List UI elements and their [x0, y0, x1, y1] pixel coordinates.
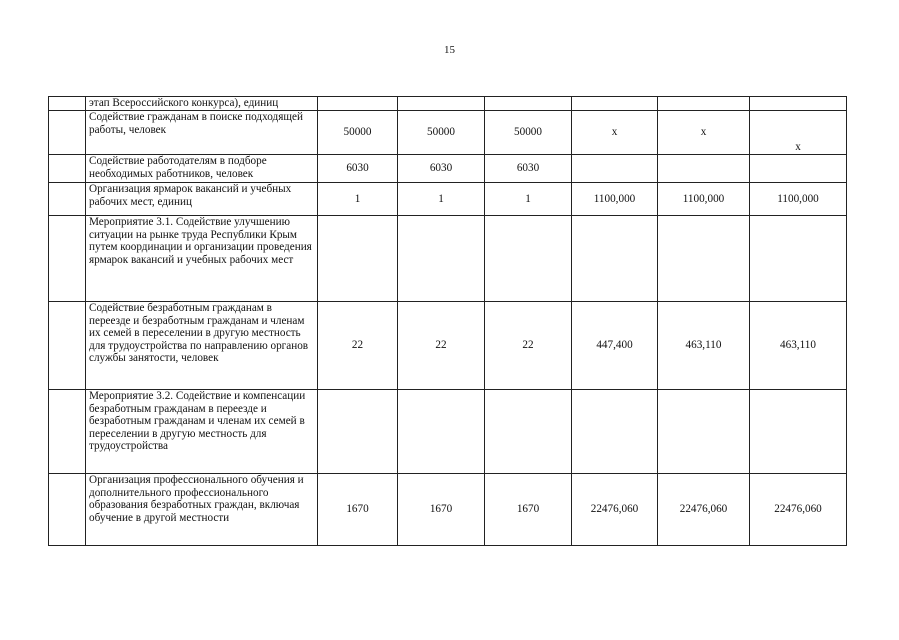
row-label: Организация профессионального обучения и дополнительного профессионального образования безработных граждан, включая обучение в другой местности — [86, 474, 318, 546]
row-label: Содействие безработным гражданам в переезде и безработным гражданам и членам их семей в переселении в другую местность для трудоустройства по направлению органов службы занятости, человек — [86, 302, 318, 390]
value-cell — [398, 97, 485, 111]
value-cell: 22476,060 — [750, 474, 847, 546]
value-cell: 463,110 — [750, 302, 847, 390]
row-index-cell — [49, 155, 86, 183]
row-label: Мероприятие 3.2. Содействие и компенсации безработным гражданам в переезде и безработным гражданам и членам их семей в переселении в другую местность для трудоустройства — [86, 390, 318, 474]
value-cell: 1100,000 — [750, 183, 847, 216]
row-index-cell — [49, 97, 86, 111]
value-cell: 1670 — [398, 474, 485, 546]
table-row — [49, 97, 847, 111]
value-cell — [398, 216, 485, 302]
value-cell: 6030 — [398, 155, 485, 183]
value-cell: x — [750, 111, 847, 155]
value-cell: 1 — [398, 183, 485, 216]
row-label: этап Всероссийского конкурса), единиц — [86, 97, 318, 111]
value-cell: 1100,000 — [572, 183, 658, 216]
value-cell: 22 — [398, 302, 485, 390]
value-cell: 22476,060 — [658, 474, 750, 546]
value-cell — [658, 97, 750, 111]
row-label: Организация ярмарок вакансий и учебных рабочих мест, единиц — [86, 183, 318, 216]
value-cell: 1670 — [485, 474, 572, 546]
table-row — [49, 302, 847, 390]
table-row — [49, 390, 847, 474]
value-cell: 6030 — [318, 155, 398, 183]
value-cell: 50000 — [318, 111, 398, 155]
row-index-cell — [49, 390, 86, 474]
value-cell: 1 — [318, 183, 398, 216]
value-cell: 1 — [485, 183, 572, 216]
value-cell: 22 — [318, 302, 398, 390]
table-row — [49, 155, 847, 183]
table-row — [49, 183, 847, 216]
value-cell — [572, 155, 658, 183]
value-cell — [750, 216, 847, 302]
table-row — [49, 111, 847, 155]
value-cell — [485, 216, 572, 302]
row-index-cell — [49, 111, 86, 155]
value-cell: 1670 — [318, 474, 398, 546]
row-index-cell — [49, 183, 86, 216]
value-cell: 22 — [485, 302, 572, 390]
value-cell — [398, 390, 485, 474]
table-row — [49, 474, 847, 546]
value-cell: 6030 — [485, 155, 572, 183]
page-number: 15 — [444, 44, 455, 56]
table-row — [49, 216, 847, 302]
value-cell — [485, 97, 572, 111]
value-cell — [572, 390, 658, 474]
row-index-cell — [49, 302, 86, 390]
value-cell — [572, 216, 658, 302]
row-label: Содействие гражданам в поиске подходящей работы, человек — [86, 111, 318, 155]
row-index-cell — [49, 216, 86, 302]
value-cell: 50000 — [398, 111, 485, 155]
row-index-cell — [49, 474, 86, 546]
value-cell — [485, 390, 572, 474]
value-cell — [658, 390, 750, 474]
value-cell — [658, 155, 750, 183]
value-cell — [318, 97, 398, 111]
row-label: Мероприятие 3.1. Содействие улучшению ситуации на рынке труда Республики Крым путем координации и организации проведения ярмарок вакансий и учебных рабочих мест — [86, 216, 318, 302]
value-cell — [658, 216, 750, 302]
row-label: Содействие работодателям в подборе необходимых работников, человек — [86, 155, 318, 183]
value-cell: 50000 — [485, 111, 572, 155]
value-cell — [750, 155, 847, 183]
value-cell: 447,400 — [572, 302, 658, 390]
program-table — [48, 96, 847, 546]
value-cell — [750, 97, 847, 111]
value-cell: 22476,060 — [572, 474, 658, 546]
value-cell: 1100,000 — [658, 183, 750, 216]
value-cell: x — [658, 111, 750, 155]
value-cell — [318, 390, 398, 474]
value-cell — [572, 97, 658, 111]
value-cell — [750, 390, 847, 474]
value-cell — [318, 216, 398, 302]
value-cell: 463,110 — [658, 302, 750, 390]
value-cell: x — [572, 111, 658, 155]
